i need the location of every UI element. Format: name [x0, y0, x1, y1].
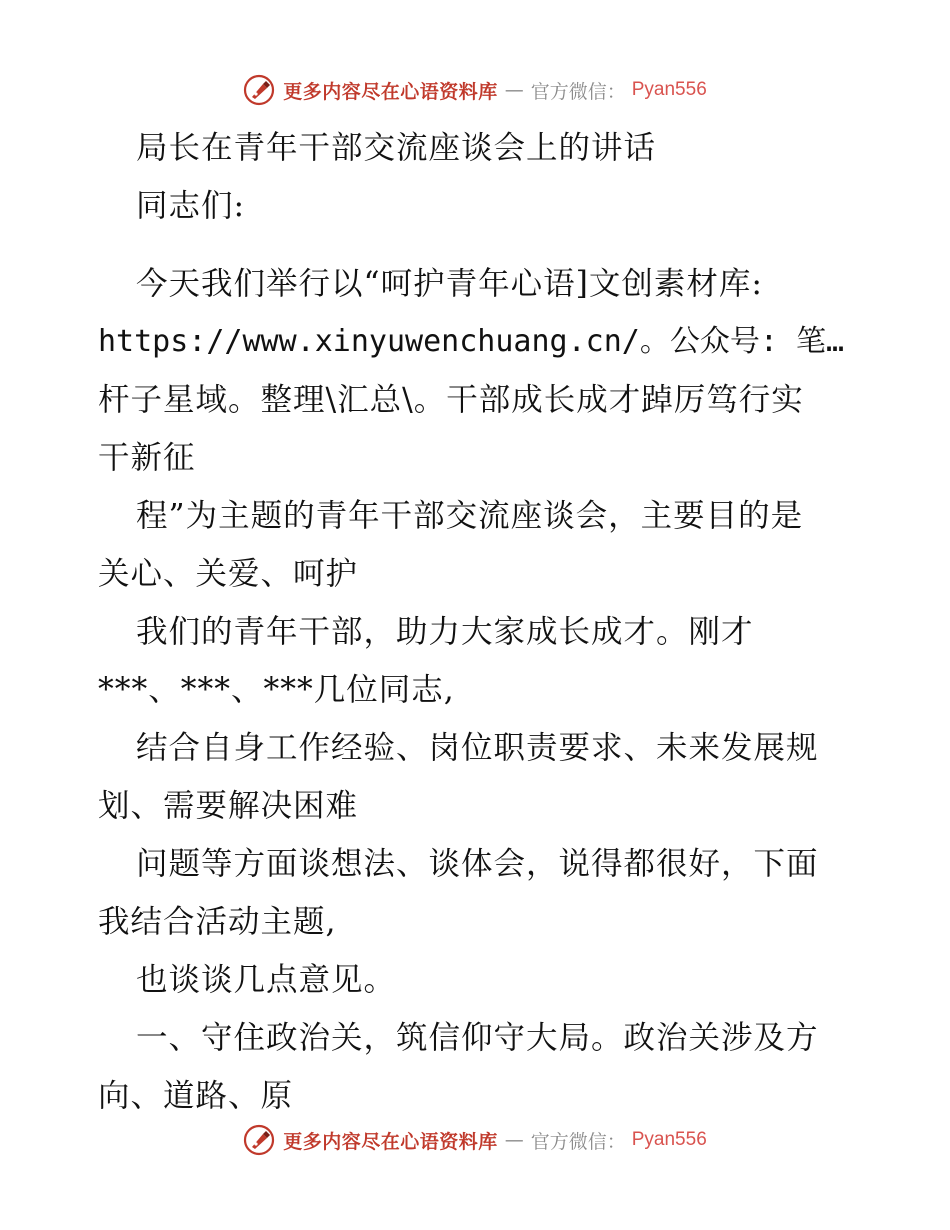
paragraph-line-url: https://www.xinyuwenchuang.cn/。公众号: 笔…	[98, 324, 845, 359]
banner-wechat-label: 官方微信：	[530, 80, 626, 103]
paragraph-line: 杆子星域。整理\汇总\。干部成长成才踔厉笃行实	[98, 382, 804, 418]
document-title: 局长在青年干部交流座谈会上的讲话	[136, 130, 657, 166]
paragraph-line: 干新征	[98, 440, 196, 476]
paragraph-line: 也谈谈几点意见。	[136, 962, 397, 998]
paragraph-line: 划、需要解决困难	[98, 788, 359, 824]
paragraph-line: 我们的青年干部，助力大家成长成才。刚才	[136, 614, 754, 650]
paragraph-line: 我结合活动主题,	[98, 904, 337, 940]
footer-watermark-banner	[0, 1120, 950, 1160]
paragraph-line: 一、守住政治关，筑信仰守大局。政治关涉及方	[136, 1020, 819, 1056]
pen-nib-logo-icon	[243, 74, 275, 106]
paragraph-line: 程”为主题的青年干部交流座谈会，主要目的是	[136, 498, 804, 534]
banner-wechat-id: Pyan556	[631, 79, 707, 100]
header-watermark-banner	[0, 70, 950, 110]
paragraph-line: 问题等方面谈想法、谈体会，说得都很好，下面	[136, 846, 819, 882]
banner-dash: —	[504, 1129, 524, 1151]
banner-brand-text: 更多内容尽在心语资料库	[283, 1130, 498, 1153]
banner-wechat-label: 官方微信：	[530, 1130, 626, 1153]
banner-wechat-id: Pyan556	[631, 1129, 707, 1150]
pen-nib-logo-icon	[243, 1124, 275, 1156]
banner-dash: —	[504, 79, 524, 101]
salutation: 同志们:	[136, 188, 246, 224]
paragraph-line: 结合自身工作经验、岗位职责要求、未来发展规	[136, 730, 819, 766]
paragraph-line: 今天我们举行以“呵护青年心语]文创素材库:	[136, 266, 764, 302]
banner-brand-text: 更多内容尽在心语资料库	[283, 80, 498, 103]
paragraph-line: 向、道路、原	[98, 1078, 294, 1114]
paragraph-line: 关心、关爱、呵护	[98, 556, 359, 592]
paragraph-line: ***、***、***几位同志,	[98, 672, 455, 708]
